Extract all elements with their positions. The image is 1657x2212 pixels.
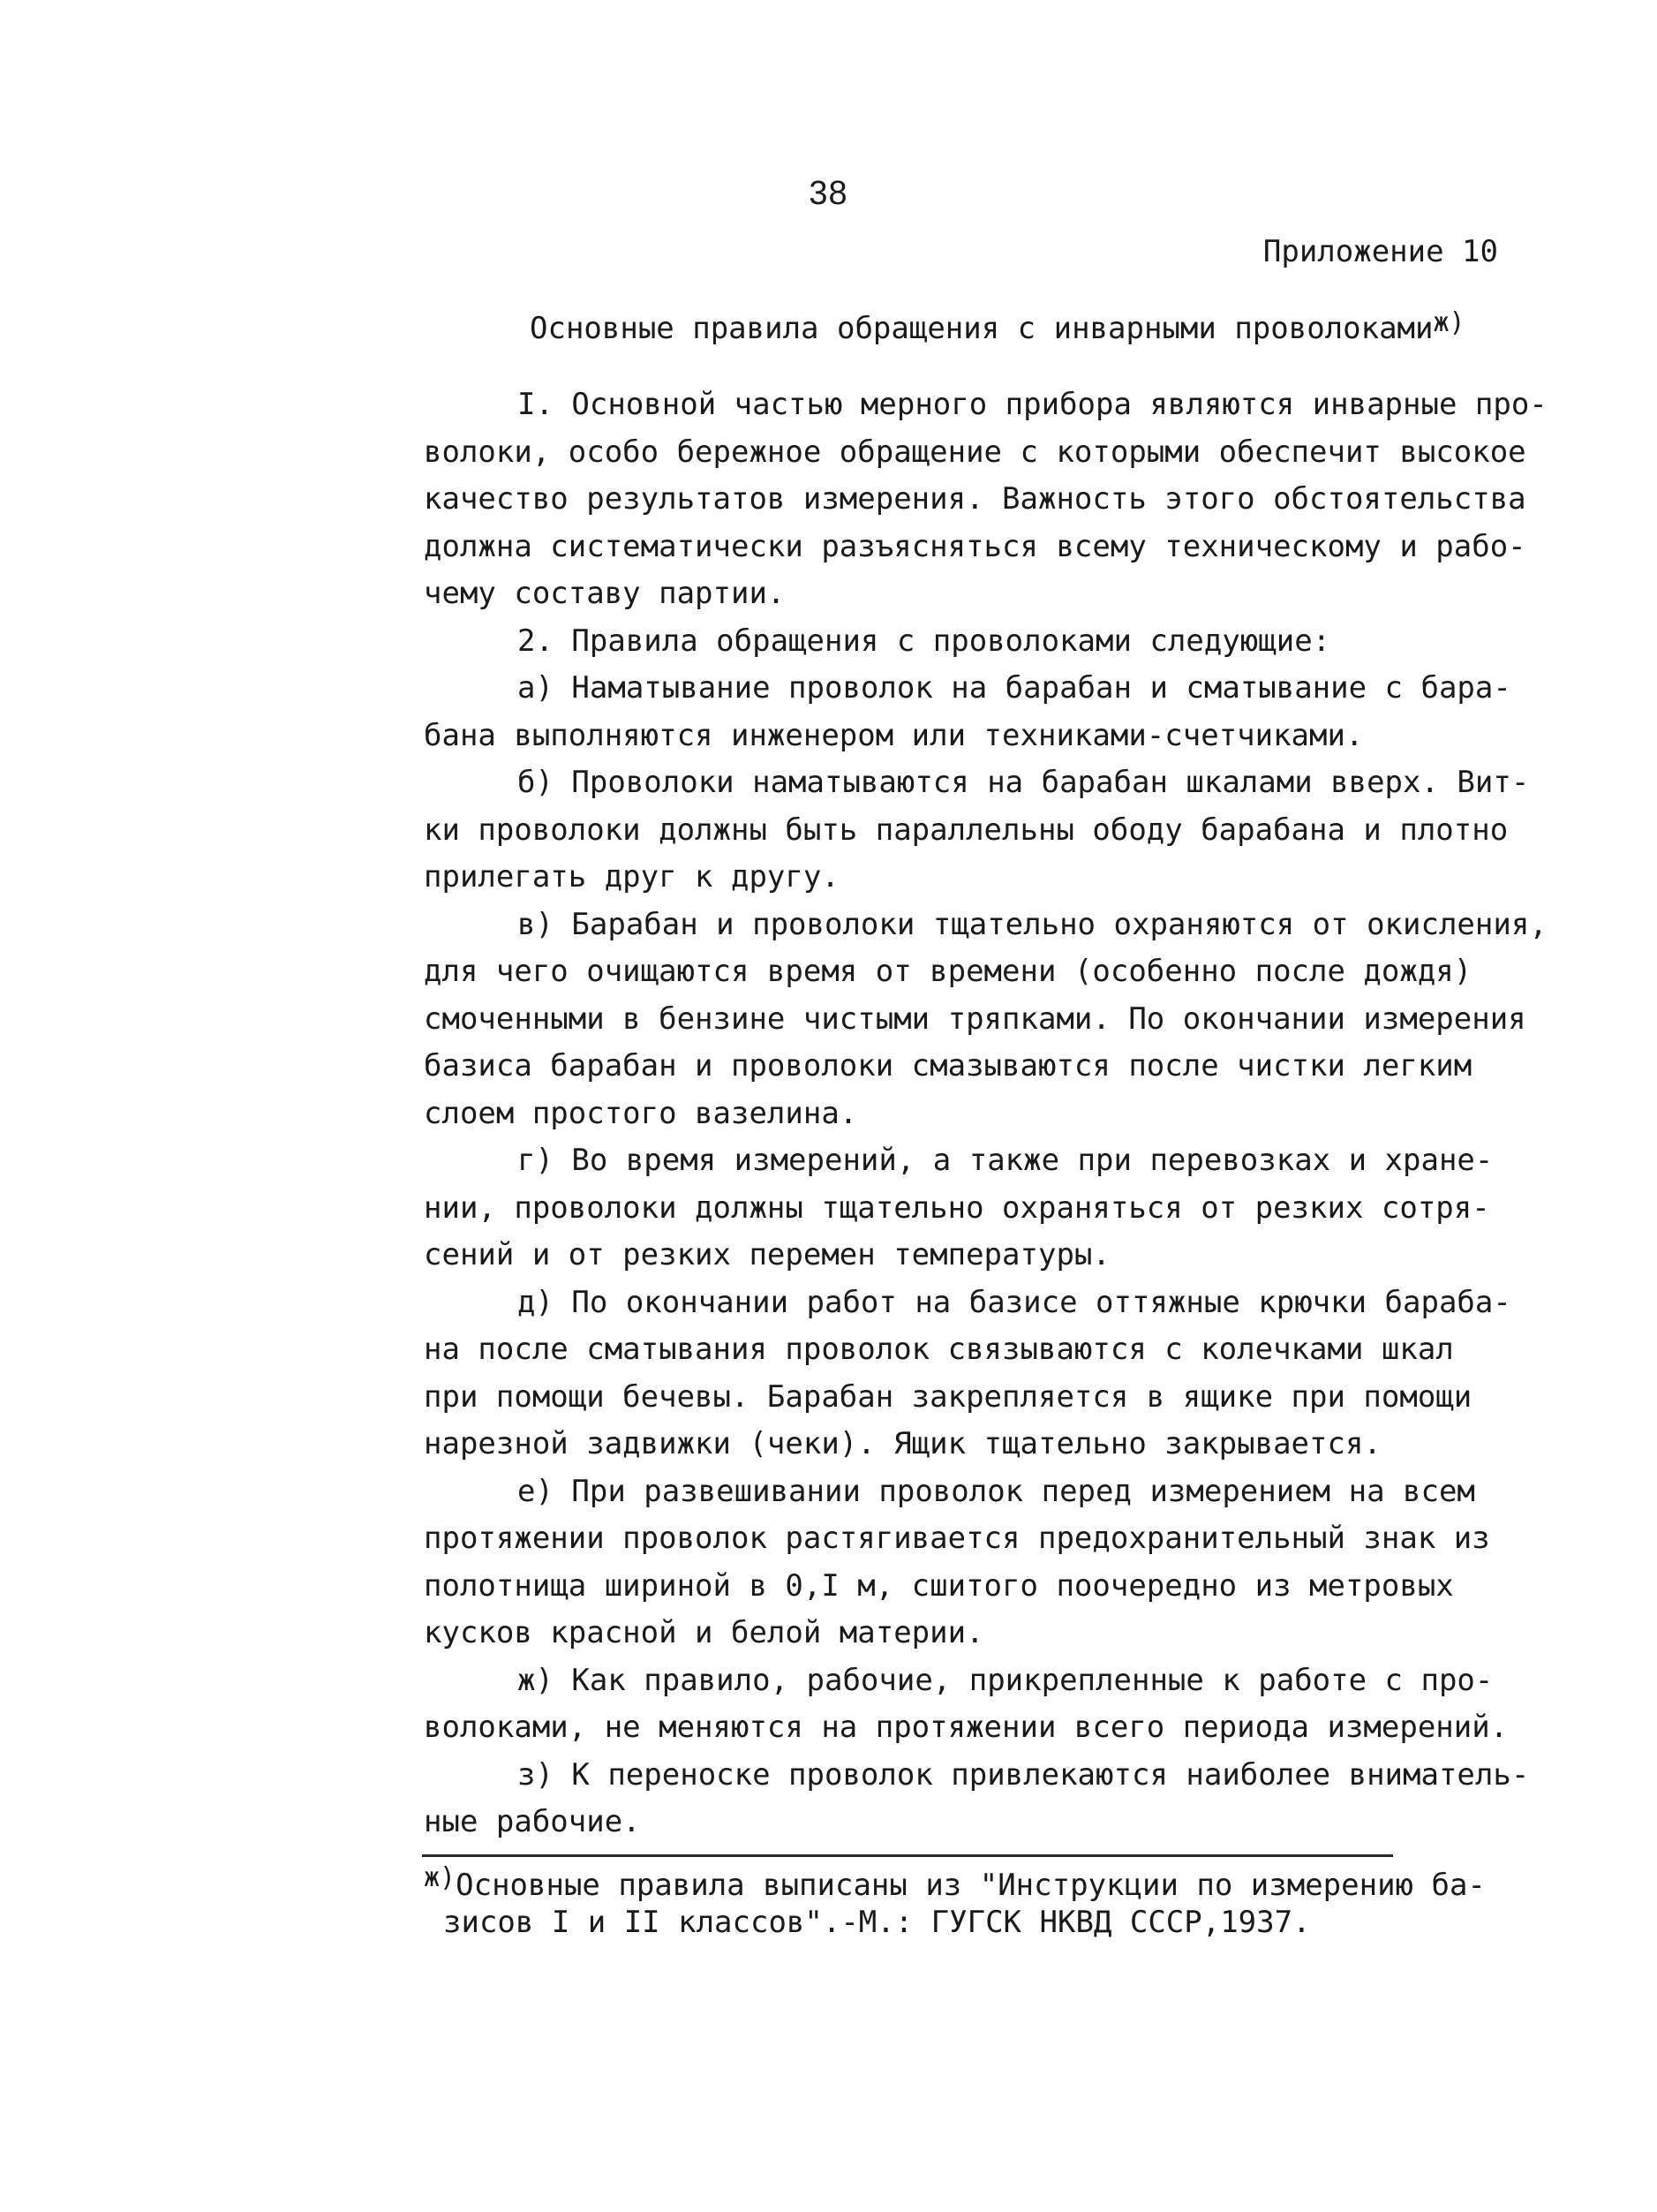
body-line: ные рабочие. [424, 1804, 641, 1839]
body-line: бана выполняются инженером или техниками-счетчиками. [424, 717, 1364, 753]
footnote-line-2: зисов I и II классов".-М.: ГУГСК НКВД СССР,1937. [443, 1905, 1311, 1940]
body-line: а) Наматывание проволок на барабан и сматывание с бара- [517, 670, 1511, 706]
footnote [424, 1862, 1589, 1941]
body-line: качество результатов измерения. Важность этого обстоятельства [424, 481, 1526, 517]
body-line: на после сматывания проволок связываются с колечками шкал [424, 1332, 1454, 1367]
body-line: з) К переноске проволок привлекаются наиболее вниматель- [517, 1756, 1530, 1793]
body-line: слоем простого вазелина. [424, 1095, 858, 1131]
body-line: прилегать друг к другу. [424, 859, 840, 895]
body-line: чему составу партии. [424, 576, 786, 611]
body-line: I. Основной частью мерного прибора являются инварные про- [517, 387, 1548, 422]
body-line: в) Барабан и проволоки тщательно охраняются от окисления, [517, 906, 1548, 942]
body-line: для чего очищаются время от времени (особенно после дождя) [424, 954, 1472, 989]
body-line: при помощи бечевы. Барабан закрепляется в ящике при помощи [424, 1378, 1472, 1415]
body-line: базиса барабан и проволоки смазываются после чистки легким [424, 1048, 1472, 1083]
footnote-mark: ж) [424, 1862, 456, 1893]
body-line: протяжении проволок растягивается предохранительный знак из [424, 1521, 1490, 1556]
body-line: ж) Как правило, рабочие, прикрепленные к работе с про- [517, 1662, 1494, 1698]
footnote-line-1 [424, 1862, 1589, 1904]
body-line: нии, проволоки должны тщательно охраняться от резких сотря- [424, 1189, 1490, 1226]
heading-text: Основные правила обращения с инварными проволоками [530, 311, 1434, 346]
body-line: нарезной задвижки (чеки). Ящик тщательно закрывается. [424, 1426, 1382, 1461]
body-line: е) При развешивании проволок перед измерением на всем [517, 1473, 1475, 1509]
appendix-label: Приложение 10 [1262, 234, 1498, 269]
body-line: ки проволоки должны быть параллельны ободу барабана и плотно [424, 812, 1509, 848]
page-number: 38 [809, 175, 848, 212]
body-line: полотнища шириной в 0,I м, сшитого поочередно из метровых [424, 1567, 1454, 1604]
body-line: смоченными в бензине чистыми тряпками. По окончании измерения [424, 1000, 1526, 1037]
body-line: волоки, особо бережное обращение с которыми обеспечит высокое [424, 434, 1526, 470]
footnote-text-1: Основные правила выписаны из "Инструкции по измерению ба- [456, 1868, 1486, 1903]
document-heading [530, 307, 1465, 346]
body-line: д) По окончании работ на базисе оттяжные крючки бараба- [517, 1284, 1511, 1320]
body-line: волоками, не меняются на протяжении всего периода измерений. [424, 1710, 1509, 1745]
body-line: б) Проволоки наматываются на барабан шкалами вверх. Вит- [517, 765, 1530, 800]
body-line: сений и от резких перемен температуры. [424, 1237, 1111, 1272]
body-line: 2. Правила обращения с проволоками следующие: [517, 623, 1331, 659]
heading-footnote-mark: ж) [1433, 307, 1465, 338]
body-line: г) Во время измерений, а также при перевозках и хране- [517, 1143, 1494, 1178]
body-line: кусков красной и белой материи. [424, 1615, 984, 1650]
body-text [424, 381, 1607, 1846]
body-line: должна систематически разъясняться всему техническому и рабо- [424, 528, 1526, 564]
footnote-divider [422, 1854, 1393, 1857]
